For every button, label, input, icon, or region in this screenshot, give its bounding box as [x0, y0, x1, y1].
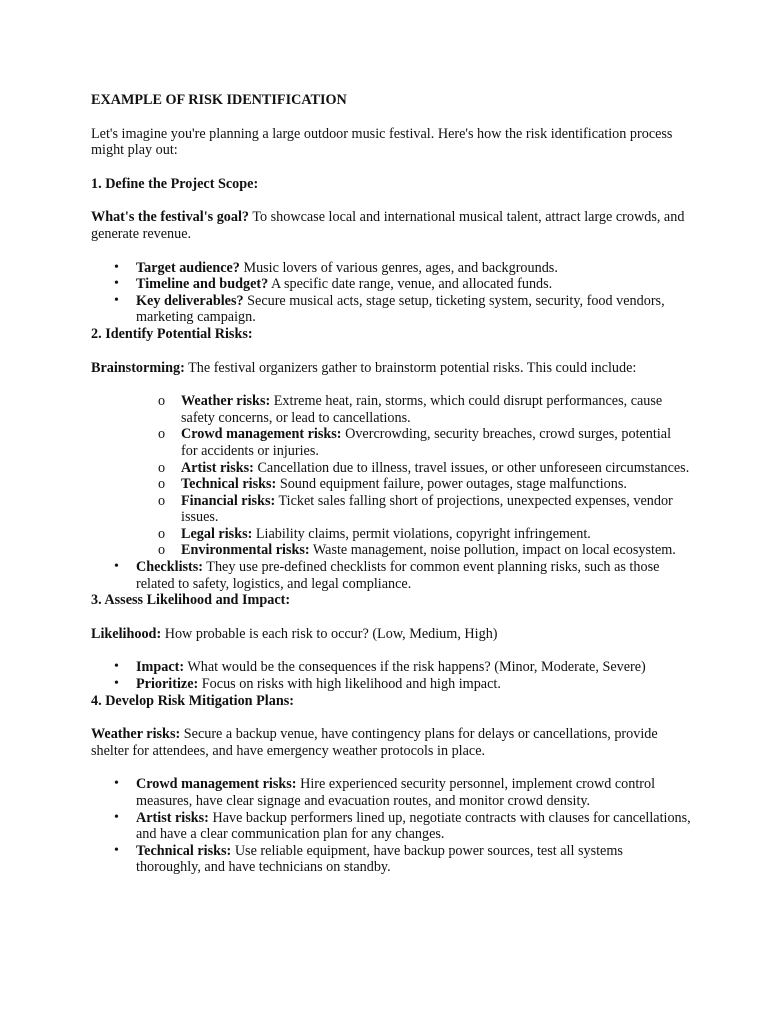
- list-item: [91, 843, 691, 876]
- list-item-text: Have backup performers lined up, negotiate contracts with clauses for cancellations, and have a clear communication plan for any changes.: [136, 809, 691, 843]
- list-item: [91, 659, 691, 676]
- list-item-label: Weather risks:: [181, 393, 271, 410]
- list-item-label: Financial risks:: [181, 492, 276, 509]
- document-page: [91, 92, 691, 876]
- section-2-heading: 2. Identify Potential Risks:: [91, 325, 253, 342]
- list-item: [91, 393, 691, 426]
- circle-bullet-icon: o: [158, 542, 166, 559]
- assessment-list: [91, 659, 691, 692]
- list-item-label: Impact:: [136, 659, 185, 676]
- intro-paragraph: Let's imagine you're planning a large outdoor music festival. Here's how the risk identification process might play out:: [91, 125, 673, 159]
- bullet-icon: •: [114, 809, 119, 825]
- list-item-label: Key deliverables?: [136, 292, 244, 309]
- mitigation-list: [91, 776, 691, 876]
- list-item-text: Secure musical acts, stage setup, ticketing system, security, food vendors, marketing campaign.: [136, 292, 665, 326]
- list-item-text: Cancellation due to illness, travel issues, or other unforeseen circumstances.: [253, 459, 690, 476]
- weather-mitigation-text: Secure a backup venue, have contingency plans for delays or cancellations, provide shelter for attendees, and have emergency weather protocols in place.: [91, 726, 658, 759]
- list-item-text: Waste management, noise pollution, impact on local ecosystem.: [309, 542, 676, 559]
- list-item-text: Use reliable equipment, have backup power sources, test all systems thoroughly, and have technicians on standby.: [136, 842, 623, 876]
- list-item-text: Hire experienced security personnel, implement crowd control measures, have clear signage and evacuation routes, and monitor crowd density.: [136, 776, 656, 809]
- circle-bullet-icon: o: [158, 476, 166, 493]
- section-1-heading: 1. Define the Project Scope:: [91, 175, 259, 192]
- bullet-icon: •: [114, 259, 119, 275]
- brainstorming-label: Brainstorming:: [91, 359, 185, 376]
- festival-goal-label: What's the festival's goal?: [91, 209, 250, 226]
- list-item-text: Overcrowding, security breaches, crowd surges, potential for accidents or injuries.: [181, 426, 672, 459]
- bullet-icon: •: [114, 276, 119, 292]
- list-item-label: Checklists:: [136, 559, 203, 576]
- list-item-label: Technical risks:: [136, 842, 232, 859]
- list-item: [91, 559, 691, 592]
- bullet-icon: •: [114, 559, 119, 575]
- list-item: [91, 810, 691, 843]
- list-item: [91, 276, 691, 293]
- list-item-text: What would be the consequences if the risk happens? (Minor, Moderate, Severe): [184, 659, 646, 676]
- list-item: [91, 426, 691, 459]
- list-item-label: Crowd management risks:: [136, 776, 297, 793]
- likelihood-paragraph: [91, 626, 691, 643]
- list-item-label: Artist risks:: [136, 809, 209, 826]
- list-item: [91, 542, 691, 559]
- weather-mitigation-label: Weather risks:: [91, 726, 181, 743]
- brainstorming-paragraph: [91, 360, 691, 377]
- festival-goal-paragraph: [91, 209, 691, 242]
- list-item-text: Focus on risks with high likelihood and high impact.: [198, 676, 501, 693]
- bullet-icon: •: [114, 676, 119, 692]
- weather-mitigation-paragraph: [91, 726, 691, 759]
- circle-bullet-icon: o: [158, 393, 166, 410]
- section-4-heading: 4. Develop Risk Mitigation Plans:: [91, 692, 294, 709]
- circle-bullet-icon: o: [158, 426, 166, 443]
- list-item-label: Target audience?: [136, 259, 240, 276]
- likelihood-text: How probable is each risk to occur? (Low, Medium, High): [161, 625, 498, 642]
- list-item: [91, 260, 691, 277]
- bullet-icon: •: [114, 776, 119, 792]
- list-item: [91, 526, 691, 543]
- list-item-label: Timeline and budget?: [136, 276, 269, 293]
- list-item: [91, 293, 691, 326]
- bullet-icon: •: [114, 292, 119, 308]
- list-item-text: They use pre-defined checklists for common event planning risks, such as those related to safety, logistics, and legal compliance.: [136, 559, 660, 592]
- list-item: [91, 776, 691, 809]
- list-item: [91, 493, 691, 526]
- list-item-label: Crowd management risks:: [181, 426, 342, 443]
- list-item-label: Prioritize:: [136, 676, 199, 693]
- list-item: [91, 676, 691, 693]
- circle-bullet-icon: o: [158, 492, 166, 509]
- list-item-label: Environmental risks:: [181, 542, 310, 559]
- list-item-label: Artist risks:: [181, 459, 254, 476]
- list-item-text: Music lovers of various genres, ages, and backgrounds.: [239, 259, 558, 276]
- festival-goal-text: To showcase local and international musical talent, attract large crowds, and generate revenue.: [91, 209, 685, 242]
- circle-bullet-icon: o: [158, 525, 166, 542]
- brainstorming-text: The festival organizers gather to brainstorm potential risks. This could include:: [184, 359, 637, 376]
- likelihood-label: Likelihood:: [91, 625, 162, 642]
- risk-list: [91, 393, 691, 559]
- checklists-list: [91, 559, 691, 592]
- list-item-text: Sound equipment failure, power outages, stage malfunctions.: [276, 476, 627, 493]
- document-title: EXAMPLE OF RISK IDENTIFICATION: [91, 92, 347, 108]
- list-item-text: A specific date range, venue, and allocated funds.: [268, 276, 553, 293]
- bullet-icon: •: [114, 842, 119, 858]
- list-item-label: Legal risks:: [181, 525, 253, 542]
- list-item-text: Extreme heat, rain, storms, which could disrupt performances, cause safety concerns, or lead to cancellations.: [181, 393, 663, 426]
- scope-list: [91, 260, 691, 326]
- circle-bullet-icon: o: [158, 459, 166, 476]
- section-3-heading: 3. Assess Likelihood and Impact:: [91, 592, 291, 609]
- bullet-icon: •: [114, 659, 119, 675]
- list-item-text: Ticket sales falling short of projections, unexpected expenses, vendor issues.: [181, 492, 673, 526]
- list-item: [91, 460, 691, 477]
- list-item: [91, 476, 691, 493]
- list-item-label: Technical risks:: [181, 476, 277, 493]
- list-item-text: Liability claims, permit violations, copyright infringement.: [252, 525, 591, 542]
